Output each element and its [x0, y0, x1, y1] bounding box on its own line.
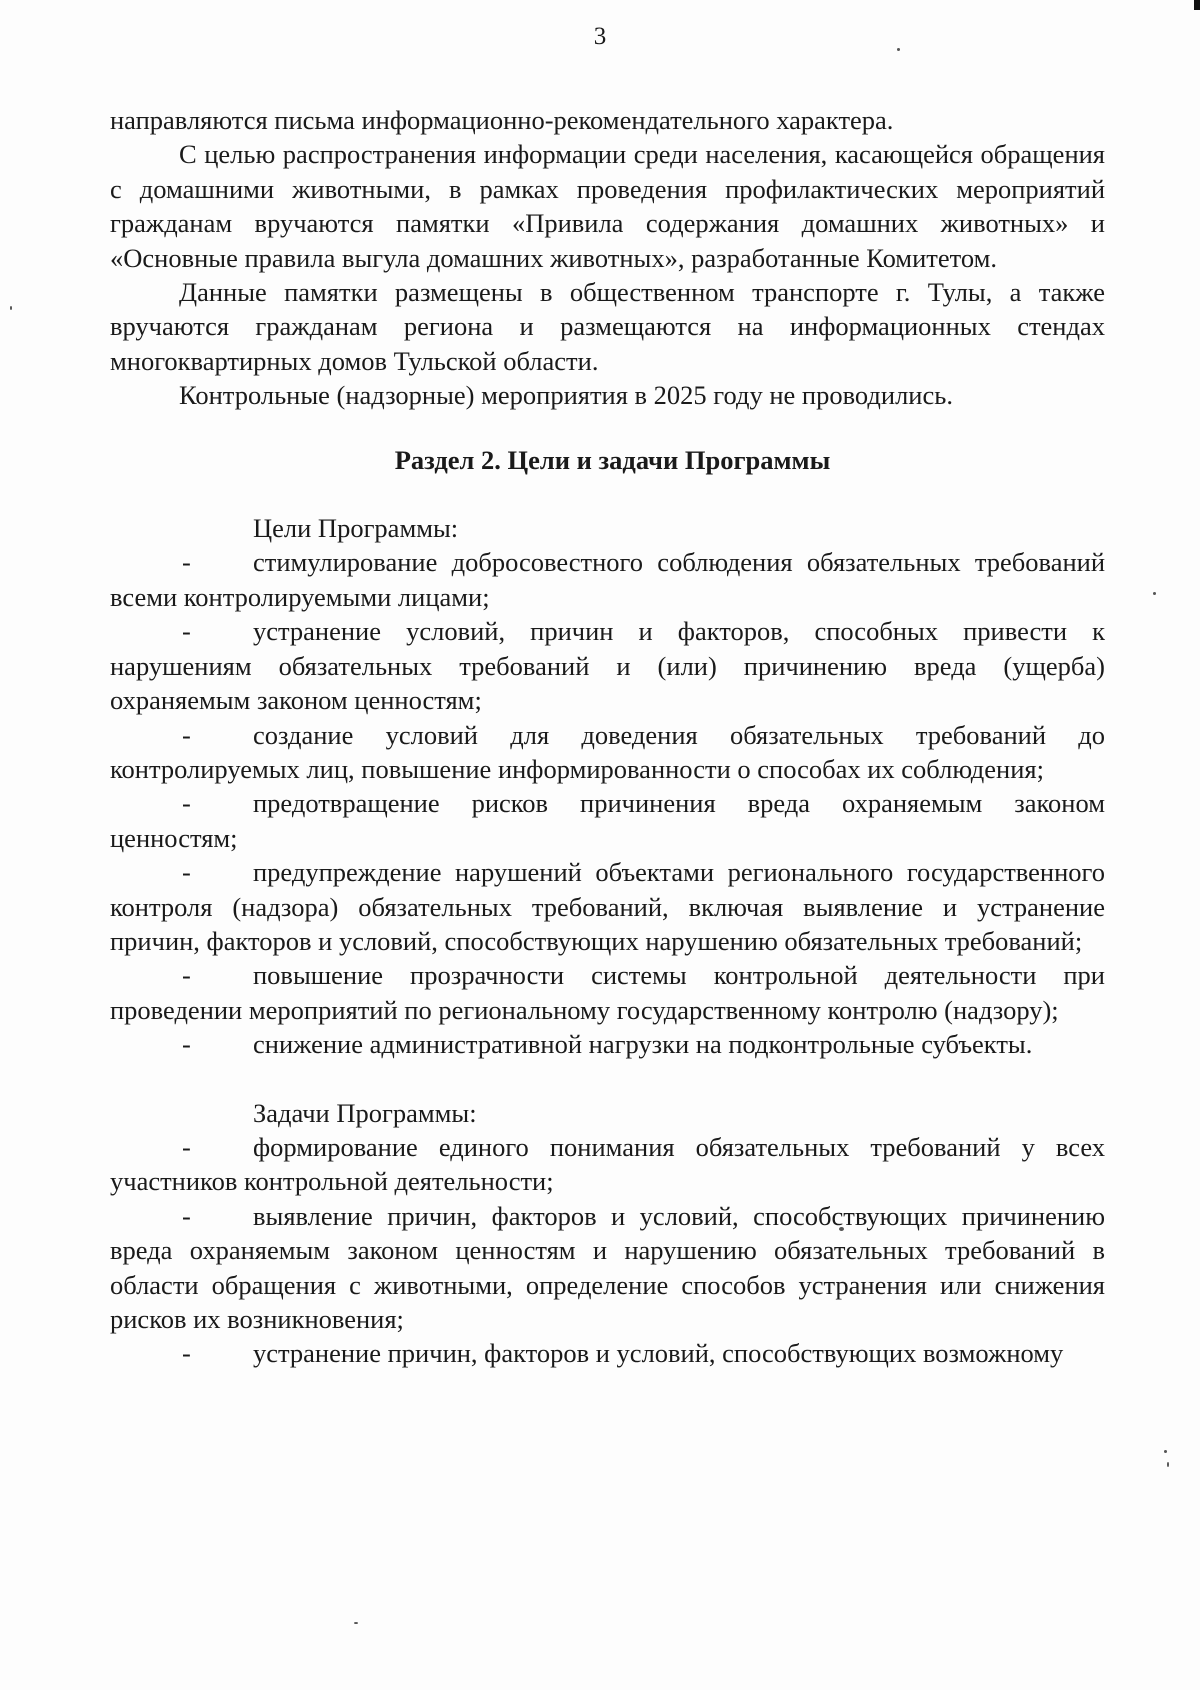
list-dash: -: [182, 1131, 191, 1162]
list-dash: -: [182, 547, 191, 578]
goals-heading: Цели Программы:: [253, 513, 459, 544]
paragraph: С целью распространения информации среди населения, касающейся обращения с домашними животными, в рамках проведения профилактических мероприятий гражданам вручаются памятки «Привила содержания домашних животных» и «Основные правила выгула домашних животных», разработанные Комитетом.: [110, 139, 1105, 273]
document-body: [110, 103, 1105, 1371]
list-dash: -: [182, 616, 191, 647]
scan-speck: [354, 1622, 358, 1624]
scan-speck: [1164, 1450, 1167, 1453]
scan-speck: [1153, 592, 1156, 595]
list-dash: -: [182, 1200, 191, 1231]
list-item: - снижение административной нагрузки на подконтрольные субъекты.: [110, 1027, 1105, 1061]
list-dash: -: [182, 719, 191, 750]
scan-speck: [1167, 1462, 1169, 1467]
paragraph: направляются письма информационно-рекомендательного характера.: [110, 105, 894, 135]
list-item: - формирование единого понимания обязательных требований у всех участников контрольной деятельности;: [110, 1131, 1105, 1197]
list-item: - предотвращение рисков причинения вреда охраняемым законом ценностям;: [110, 788, 1105, 853]
list-dash: -: [182, 788, 191, 819]
list-dash: -: [182, 1029, 191, 1060]
page-number: 3: [593, 23, 607, 50]
paragraph: Контрольные (надзорные) мероприятия в 2025 году не проводились.: [179, 380, 953, 411]
list-item: - выявление причин, факторов и условий, способствующих причинению вреда охраняемым законом ценностям и нарушению обязательных требований в области обращения с животными, определение способов устранения или снижения рисков их возникновения;: [110, 1200, 1105, 1334]
list-dash: -: [182, 1338, 191, 1369]
scan-edge-mark: [1194, 0, 1200, 10]
paragraph: Данные памятки размещены в общественном транспорте г. Тулы, а также вручаются гражданам региона и размещаются на информационных стендах многоквартирных домов Тульской области.: [110, 277, 1105, 376]
list-item: - повышение прозрачности системы контрольной деятельности при проведении мероприятий по региональному государственному контролю (надзору);: [110, 960, 1105, 1025]
list-item: - устранение условий, причин и факторов, способных привести к нарушениям обязательных требований и (или) причинению вреда (ущерба) охраняемым законом ценностям;: [110, 616, 1105, 716]
list-item: - предупреждение нарушений объектами регионального государственного контроля (надзора) обязательных требований, включая выявление и устранение причин, факторов и условий, способствующих нарушению обязательных требований;: [110, 857, 1105, 956]
list-item: - стимулирование добросовестного соблюдения обязательных требований всеми контролируемыми лицами;: [110, 547, 1105, 612]
tasks-heading: Задачи Программы:: [253, 1097, 477, 1128]
list-item: - устранение причин, факторов и условий, способствующих возможному: [110, 1336, 1105, 1370]
list-dash: -: [182, 960, 191, 991]
scan-speck: [10, 306, 12, 310]
list-item: - создание условий для доведения обязательных требований до контролируемых лиц, повышение информированности о способах их соблюдения;: [110, 719, 1105, 784]
list-dash: -: [182, 857, 191, 888]
section-title: Раздел 2. Цели и задачи Программы: [394, 444, 831, 475]
